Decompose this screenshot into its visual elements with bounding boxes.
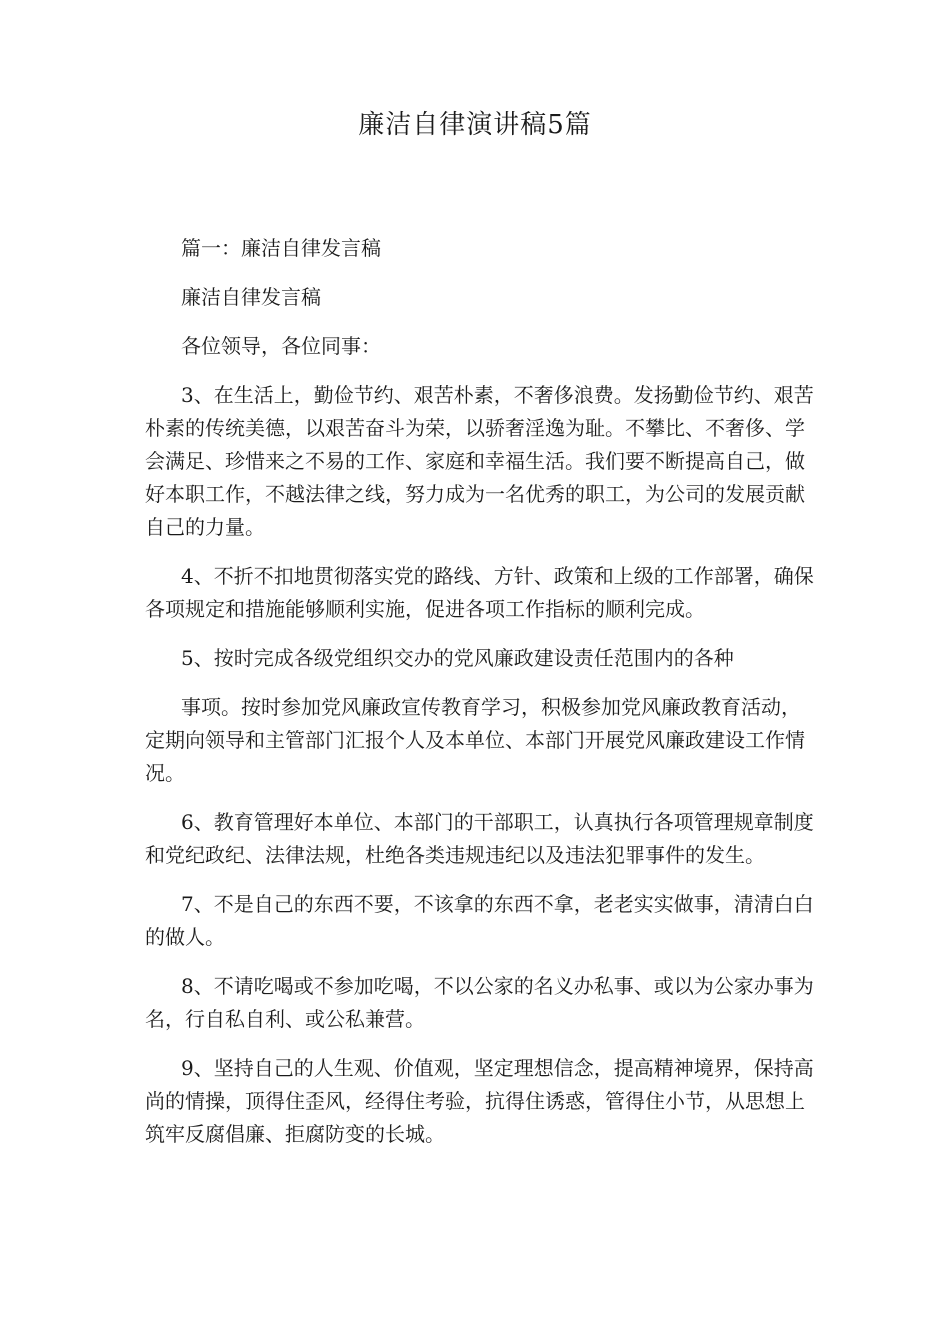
section-heading: 篇一：廉洁自律发言稿: [181, 236, 381, 260]
document-body: [145, 232, 817, 1167]
salutation: 各位领导，各位同事：: [181, 334, 381, 358]
paragraph-item-3: 3、在生活上，勤俭节约、艰苦朴素，不奢侈浪费。发扬勤俭节约、艰苦朴素的传统美德，以艰苦奋斗为荣，以骄奢淫逸为耻。不攀比、不奢侈、学会满足、珍惜来之不易的工作、家庭和幸福生活。我们要不断提高自己，做好本职工作，不越法律之线，努力成为一名优秀的职工，为公司的发展贡献自己的力量。: [145, 383, 814, 539]
speech-title: 廉洁自律发言稿: [181, 285, 321, 309]
paragraph-item-6: 6、教育管理好本单位、本部门的干部职工，认真执行各项管理规章制度和党纪政纪、法律法规，杜绝各类违规违纪以及违法犯罪事件的发生。: [145, 810, 814, 867]
paragraph-item-5-continued: 事项。按时参加党风廉政宣传教育学习，积极参加党风廉政教育活动，定期向领导和主管部门汇报个人及本单位、本部门开展党风廉政建设工作情况。: [145, 695, 805, 785]
paragraph-item-7: 7、不是自己的东西不要，不该拿的东西不拿，老老实实做事，清清白白的做人。: [145, 892, 814, 949]
paragraph-item-5: 5、按时完成各级党组织交办的党风廉政建设责任范围内的各种: [181, 646, 734, 670]
document-title: 廉洁自律演讲稿5篇: [358, 110, 592, 140]
paragraph-item-4: 4、不折不扣地贯彻落实党的路线、方针、政策和上级的工作部署，确保各项规定和措施能够顺利实施，促进各项工作指标的顺利完成。: [145, 564, 814, 621]
paragraph-item-8: 8、不请吃喝或不参加吃喝，不以公家的名义办私事、或以为公家办事为名，行自私自利、或公私兼营。: [145, 974, 814, 1031]
paragraph-item-9: 9、坚持自己的人生观、价值观，坚定理想信念，提高精神境界，保持高尚的情操，顶得住歪风，经得住考验，抗得住诱惑，管得住小节，从思想上筑牢反腐倡廉、拒腐防变的长城。: [145, 1056, 814, 1146]
